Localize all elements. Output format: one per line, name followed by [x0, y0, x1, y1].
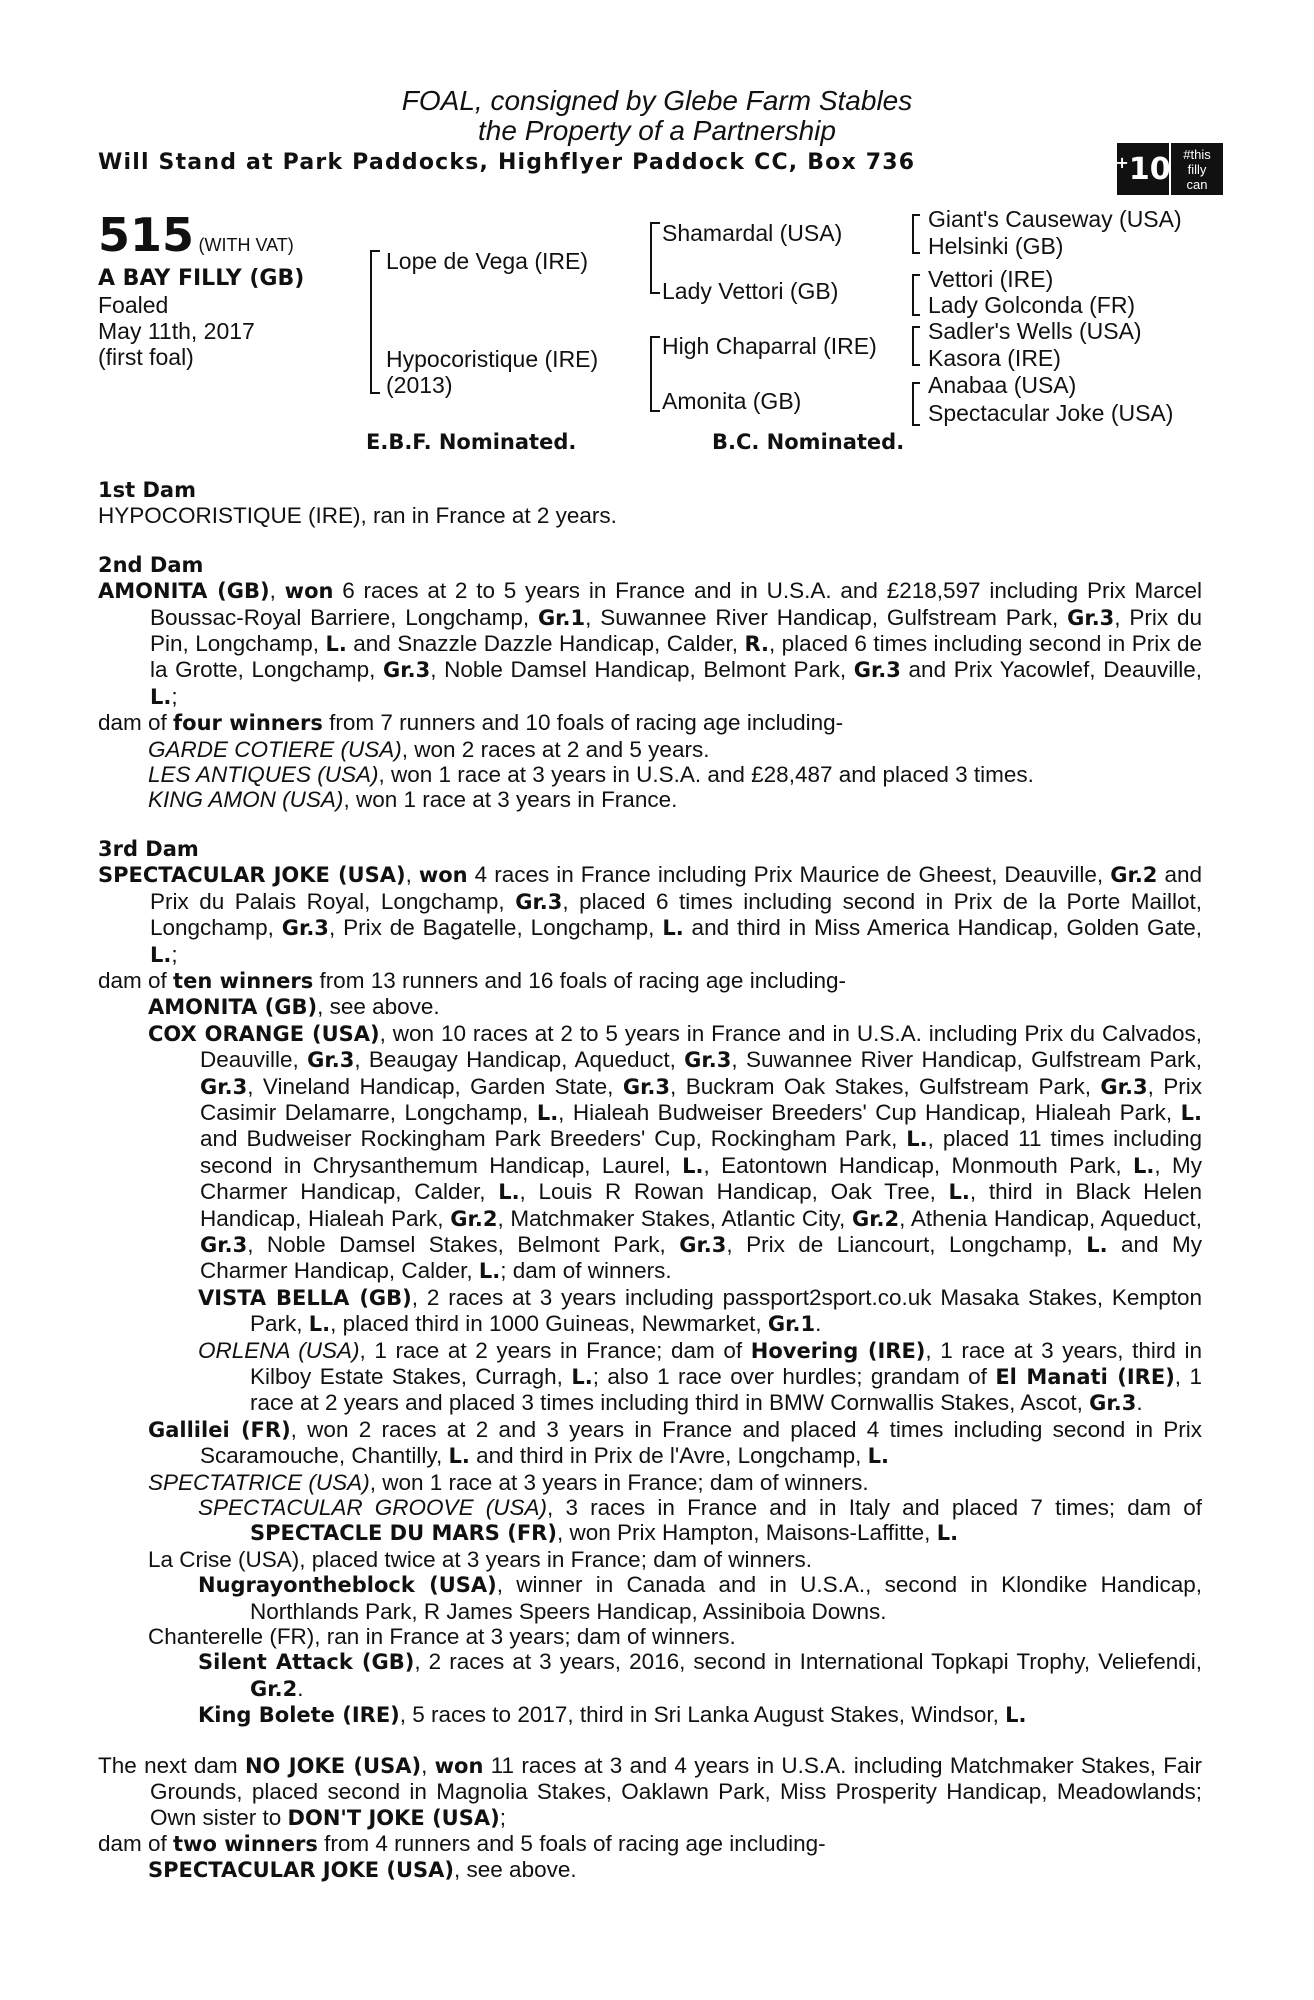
produce-king-amon: KING AMON (USA), won 1 race at 3 years in France.	[148, 787, 678, 813]
produce-spectacular-groove: SPECTACULAR GROOVE (USA), 3 races in France and in Italy and placed 7 times; dam of SPECTACLE DU MARS (FR), won Prix Hampton, Maisons-Laffitte, L.	[198, 1495, 1202, 1546]
sd-brace	[912, 274, 920, 316]
dam-sire: High Chaparral (IRE)	[662, 333, 877, 359]
produce-vista-bella: VISTA BELLA (GB), 2 races at 3 years including passport2sport.co.uk Masaka Stakes, Kempton Park, L., placed third in 1000 Guineas, Newmarket, Gr.1.	[198, 1284, 1202, 1337]
sire-brace	[650, 222, 660, 294]
sire-dam-sire: Vettori (IRE)	[928, 266, 1054, 292]
sire-sire-dam: Helsinki (GB)	[928, 233, 1064, 259]
lot-number-block	[98, 208, 294, 262]
dam-sire-dam: Kasora (IRE)	[928, 345, 1061, 371]
produce-la-crise: La Crise (USA), placed twice at 3 years in France; dam of winners.	[148, 1546, 813, 1572]
third-dam-produce: dam of ten winners from 13 runners and 16 foals of racing age including-	[98, 967, 847, 993]
produce-garde-cotiere: GARDE COTIERE (USA), won 2 races at 2 and 5 years.	[148, 736, 710, 762]
catalogue-text	[98, 478, 1202, 1884]
produce-spectacular-joke: SPECTACULAR JOKE (USA), see above.	[148, 1857, 577, 1883]
this-filly-can-logo: #this filly can	[1171, 143, 1223, 195]
dam: Hypocoristique (IRE)	[386, 346, 599, 372]
second-dam-produce: dam of four winners from 7 runners and 10 foals of racing age including-	[98, 710, 844, 736]
stand-location: Will Stand at Park Paddocks, Highflyer Paddock CC, Box 736	[98, 150, 916, 175]
sire-sire-sire: Giant's Causeway (USA)	[928, 206, 1182, 232]
property-line: the Property of a Partnership	[478, 115, 836, 146]
third-dam-heading: 3rd Dam	[98, 836, 199, 861]
sire-dam: Lady Vettori (GB)	[662, 278, 839, 304]
dd-brace	[912, 382, 920, 426]
second-dam-text: AMONITA (GB), won 6 races at 2 to 5 years in France and in U.S.A. and £218,597 including Prix Marcel Boussac-Royal Barriere, Longchamp, Gr.1, Suwannee River Handicap, Gulfstream Park, Gr.3, Prix du Pin, Longchamp, L. and Snazzle Dazzle Handicap, Calder, R., placed 6 times including second in Prix de la Grotte, Longchamp, Gr.3, Noble Damsel Handicap, Belmont Park, Gr.3 and Prix Yacowlef, Deauville, L.;	[98, 578, 1202, 709]
foaled-label: Foaled	[98, 292, 169, 318]
sire-dam-dam: Lady Golconda (FR)	[928, 292, 1136, 318]
dam-sire-sire: Sadler's Wells (USA)	[928, 318, 1142, 344]
sire-sire: Shamardal (USA)	[662, 220, 843, 246]
consignor-line: FOAL, consigned by Glebe Farm Stables	[401, 85, 913, 116]
produce-orlena: ORLENA (USA), 1 race at 2 years in France; dam of Hovering (IRE), 1 race at 3 years, third in Kilboy Estate Stakes, Curragh, L.; also 1 race over hurdles; grandam of El Manati (IRE), 1 race at 2 years and placed 3 times including third in BMW Cornwallis Stakes, Ascot, Gr.3.	[198, 1337, 1203, 1416]
sire: Lope de Vega (IRE)	[386, 248, 589, 274]
vat-note: (WITH VAT)	[198, 235, 294, 255]
ds-brace	[912, 326, 920, 366]
dam-brace	[650, 336, 660, 412]
produce-nugrayontheblock: Nugrayontheblock (USA), winner in Canada and in U.S.A., second in Klondike Handicap, Northlands Park, R James Speers Handicap, Assiniboia Downs.	[198, 1572, 1202, 1624]
ss-brace	[912, 214, 920, 254]
foaled-date: May 11th, 2017	[98, 318, 255, 344]
first-dam-text: HYPOCORISTIQUE (IRE), ran in France at 2 years.	[98, 503, 617, 529]
dam-dam-dam: Spectacular Joke (USA)	[928, 400, 1174, 426]
produce-gallilei: Gallilei (FR), won 2 races at 2 and 3 years in France and placed 4 times including second in Prix Scaramouche, Chantilly, L. and third in Prix de l'Avre, Longchamp, L.	[148, 1416, 1202, 1469]
dam-year: (2013)	[386, 372, 453, 398]
third-dam-text: SPECTACULAR JOKE (USA), won 4 races in France including Prix Maurice de Gheest, Deauville, Gr.2 and Prix du Palais Royal, Longchamp, Gr.3, placed 6 times including second in Prix de la Porte Maillot, Longchamp, Gr.3, Prix de Bagatelle, Longchamp, L. and third in Miss America Handicap, Golden Gate, L.;	[98, 862, 1202, 967]
ebf-nominated: E.B.F. Nominated.	[366, 430, 577, 454]
lot-number: 515	[98, 208, 195, 262]
ten-logo: + 10	[1117, 143, 1169, 195]
produce-king-bolete: King Bolete (IRE), 5 races to 2017, third in Sri Lanka August Stakes, Windsor, L.	[198, 1702, 1027, 1728]
produce-silent-attack: Silent Attack (GB), 2 races at 3 years, 2016, second in International Topkapi Trophy, Veliefendi, Gr.2.	[198, 1649, 1202, 1701]
ten-badge	[1117, 143, 1223, 195]
sire-dam-brace	[370, 250, 380, 394]
horse-name: A BAY FILLY (GB)	[98, 266, 305, 291]
second-dam-heading: 2nd Dam	[98, 552, 204, 577]
produce-spectatrice: SPECTATRICE (USA), won 1 race at 3 years in France; dam of winners.	[148, 1469, 869, 1495]
dam-dam-sire: Anabaa (USA)	[928, 372, 1077, 398]
foal-note: (first foal)	[98, 344, 194, 370]
next-dam-produce: dam of two winners from 4 runners and 5 foals of racing age including-	[98, 1830, 826, 1856]
produce-chanterelle: Chanterelle (FR), ran in France at 3 years; dam of winners.	[148, 1624, 736, 1650]
bc-nominated: B.C. Nominated.	[712, 430, 905, 454]
produce-amonita: AMONITA (GB), see above.	[148, 994, 440, 1020]
dam-dam: Amonita (GB)	[662, 388, 802, 414]
produce-les-antiques: LES ANTIQUES (USA), won 1 race at 3 years in U.S.A. and £28,487 and placed 3 times.	[148, 762, 1034, 788]
first-dam-heading: 1st Dam	[98, 478, 196, 502]
produce-cox-orange: COX ORANGE (USA), won 10 races at 2 to 5 years in France and in U.S.A. including Prix du Calvados, Deauville, Gr.3, Beaugay Handicap, Aqueduct, Gr.3, Suwannee River Handicap, Gulfstream Park, Gr.3, Vineland Handicap, Garden State, Gr.3, Buckram Oak Stakes, Gulfstream Park, Gr.3, Prix Casimir Delamarre, Longchamp, L., Hialeah Budweiser Breeders' Cup Handicap, Hialeah Park, L. and Budweiser Rockingham Park Breeders' Cup, Rockingham Park, L., placed 11 times including second in Chrysanthemum Handicap, Laurel, L., Eatontown Handicap, Monmouth Park, L., My Charmer Handicap, Calder, L., Louis R Rowan Handicap, Oak Tree, L., third in Black Helen Handicap, Hialeah Park, Gr.2, Matchmaker Stakes, Atlantic City, Gr.2, Athenia Handicap, Aqueduct, Gr.3, Noble Damsel Stakes, Belmont Park, Gr.3, Prix de Liancourt, Longchamp, L. and My Charmer Handicap, Calder, L.; dam of winners.	[148, 1020, 1203, 1284]
next-dam-text: The next dam NO JOKE (USA), won 11 races at 3 and 4 years in U.S.A. including Matchmaker Stakes, Fair Grounds, placed second in Magnolia Stakes, Oaklawn Park, Miss Prosperity Handicap, Meadowlands; Own sister to DON'T JOKE (USA);	[98, 1752, 1202, 1830]
